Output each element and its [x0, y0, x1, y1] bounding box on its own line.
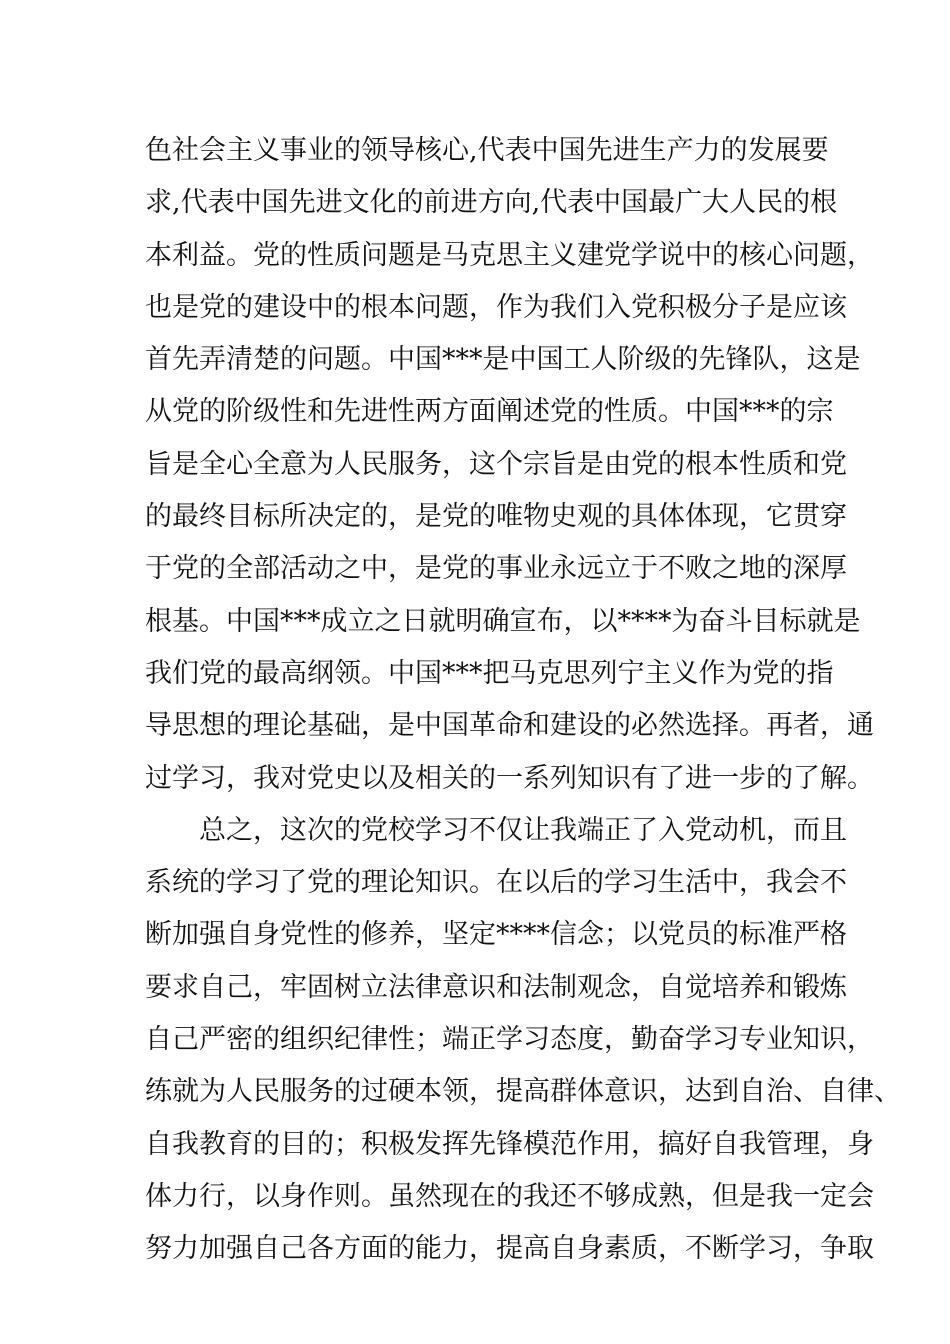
- text-line: 系统的学习了党的理论知识。在以后的学习生活中，我会不: [145, 867, 847, 899]
- text-line: 首先弄清楚的问题。中国***是中国工人阶级的先锋队，这是: [145, 344, 861, 376]
- text-line: 断加强自身党性的修养，坚定****信念；以党员的标准严格: [145, 919, 847, 951]
- text-line: 自己严密的组织纪律性；端正学习态度，勤奋学习专业知识，: [145, 1024, 874, 1056]
- text-line: 导思想的理论基础，是中国革命和建设的必然选择。再者，通: [145, 710, 874, 742]
- text-line: 体力行，以身作则。虽然现在的我还不够成熟，但是我一定会: [145, 1180, 874, 1212]
- text-line: 本利益。党的性质问题是马克思主义建党学说中的核心问题，: [145, 239, 874, 271]
- text-line: 练就为人民服务的过硬本领，提高群体意识，达到自治、自律、: [145, 1076, 901, 1108]
- text-line: 的最终目标所决定的，是党的唯物史观的具体体现，它贯穿: [145, 501, 847, 533]
- text-line: 根基。中国***成立之日就明确宣布，以****为奋斗目标就是: [145, 605, 861, 637]
- text-line: 过学习，我对党史以及相关的一系列知识有了进一步的了解。: [145, 762, 874, 794]
- paragraph-2: [145, 805, 901, 1276]
- paragraph-1: [145, 125, 874, 805]
- text-line: 我们党的最高纲领。中国***把马克思列宁主义作为党的指: [145, 657, 834, 689]
- text-line: 于党的全部活动之中，是党的事业永远立于不败之地的深厚: [145, 553, 847, 585]
- text-line: 色社会主义事业的领导核心,代表中国先进生产力的发展要: [145, 135, 829, 166]
- text-line: 从党的阶级性和先进性两方面阐述党的性质。中国***的宗: [145, 396, 834, 428]
- text-line: 也是党的建设中的根本问题，作为我们入党积极分子是应该: [145, 291, 847, 323]
- text-line: 努力加强自己各方面的能力，提高自身素质，不断学习，争取: [145, 1233, 874, 1265]
- text-line: 要求自己，牢固树立法律意识和法制观念，自觉培养和锻炼: [145, 971, 847, 1003]
- text-line-indented: 总之，这次的党校学习不仅让我端正了入党动机，而且: [199, 814, 847, 846]
- text-line: 自我教育的目的；积极发挥先锋模范作用，搞好自我管理，身: [145, 1128, 874, 1160]
- text-line: 旨是全心全意为人民服务，这个宗旨是由党的根本性质和党: [145, 448, 847, 480]
- document-body: [145, 125, 901, 1276]
- text-line: 求,代表中国先进文化的前进方向,代表中国最广大人民的根: [145, 187, 838, 219]
